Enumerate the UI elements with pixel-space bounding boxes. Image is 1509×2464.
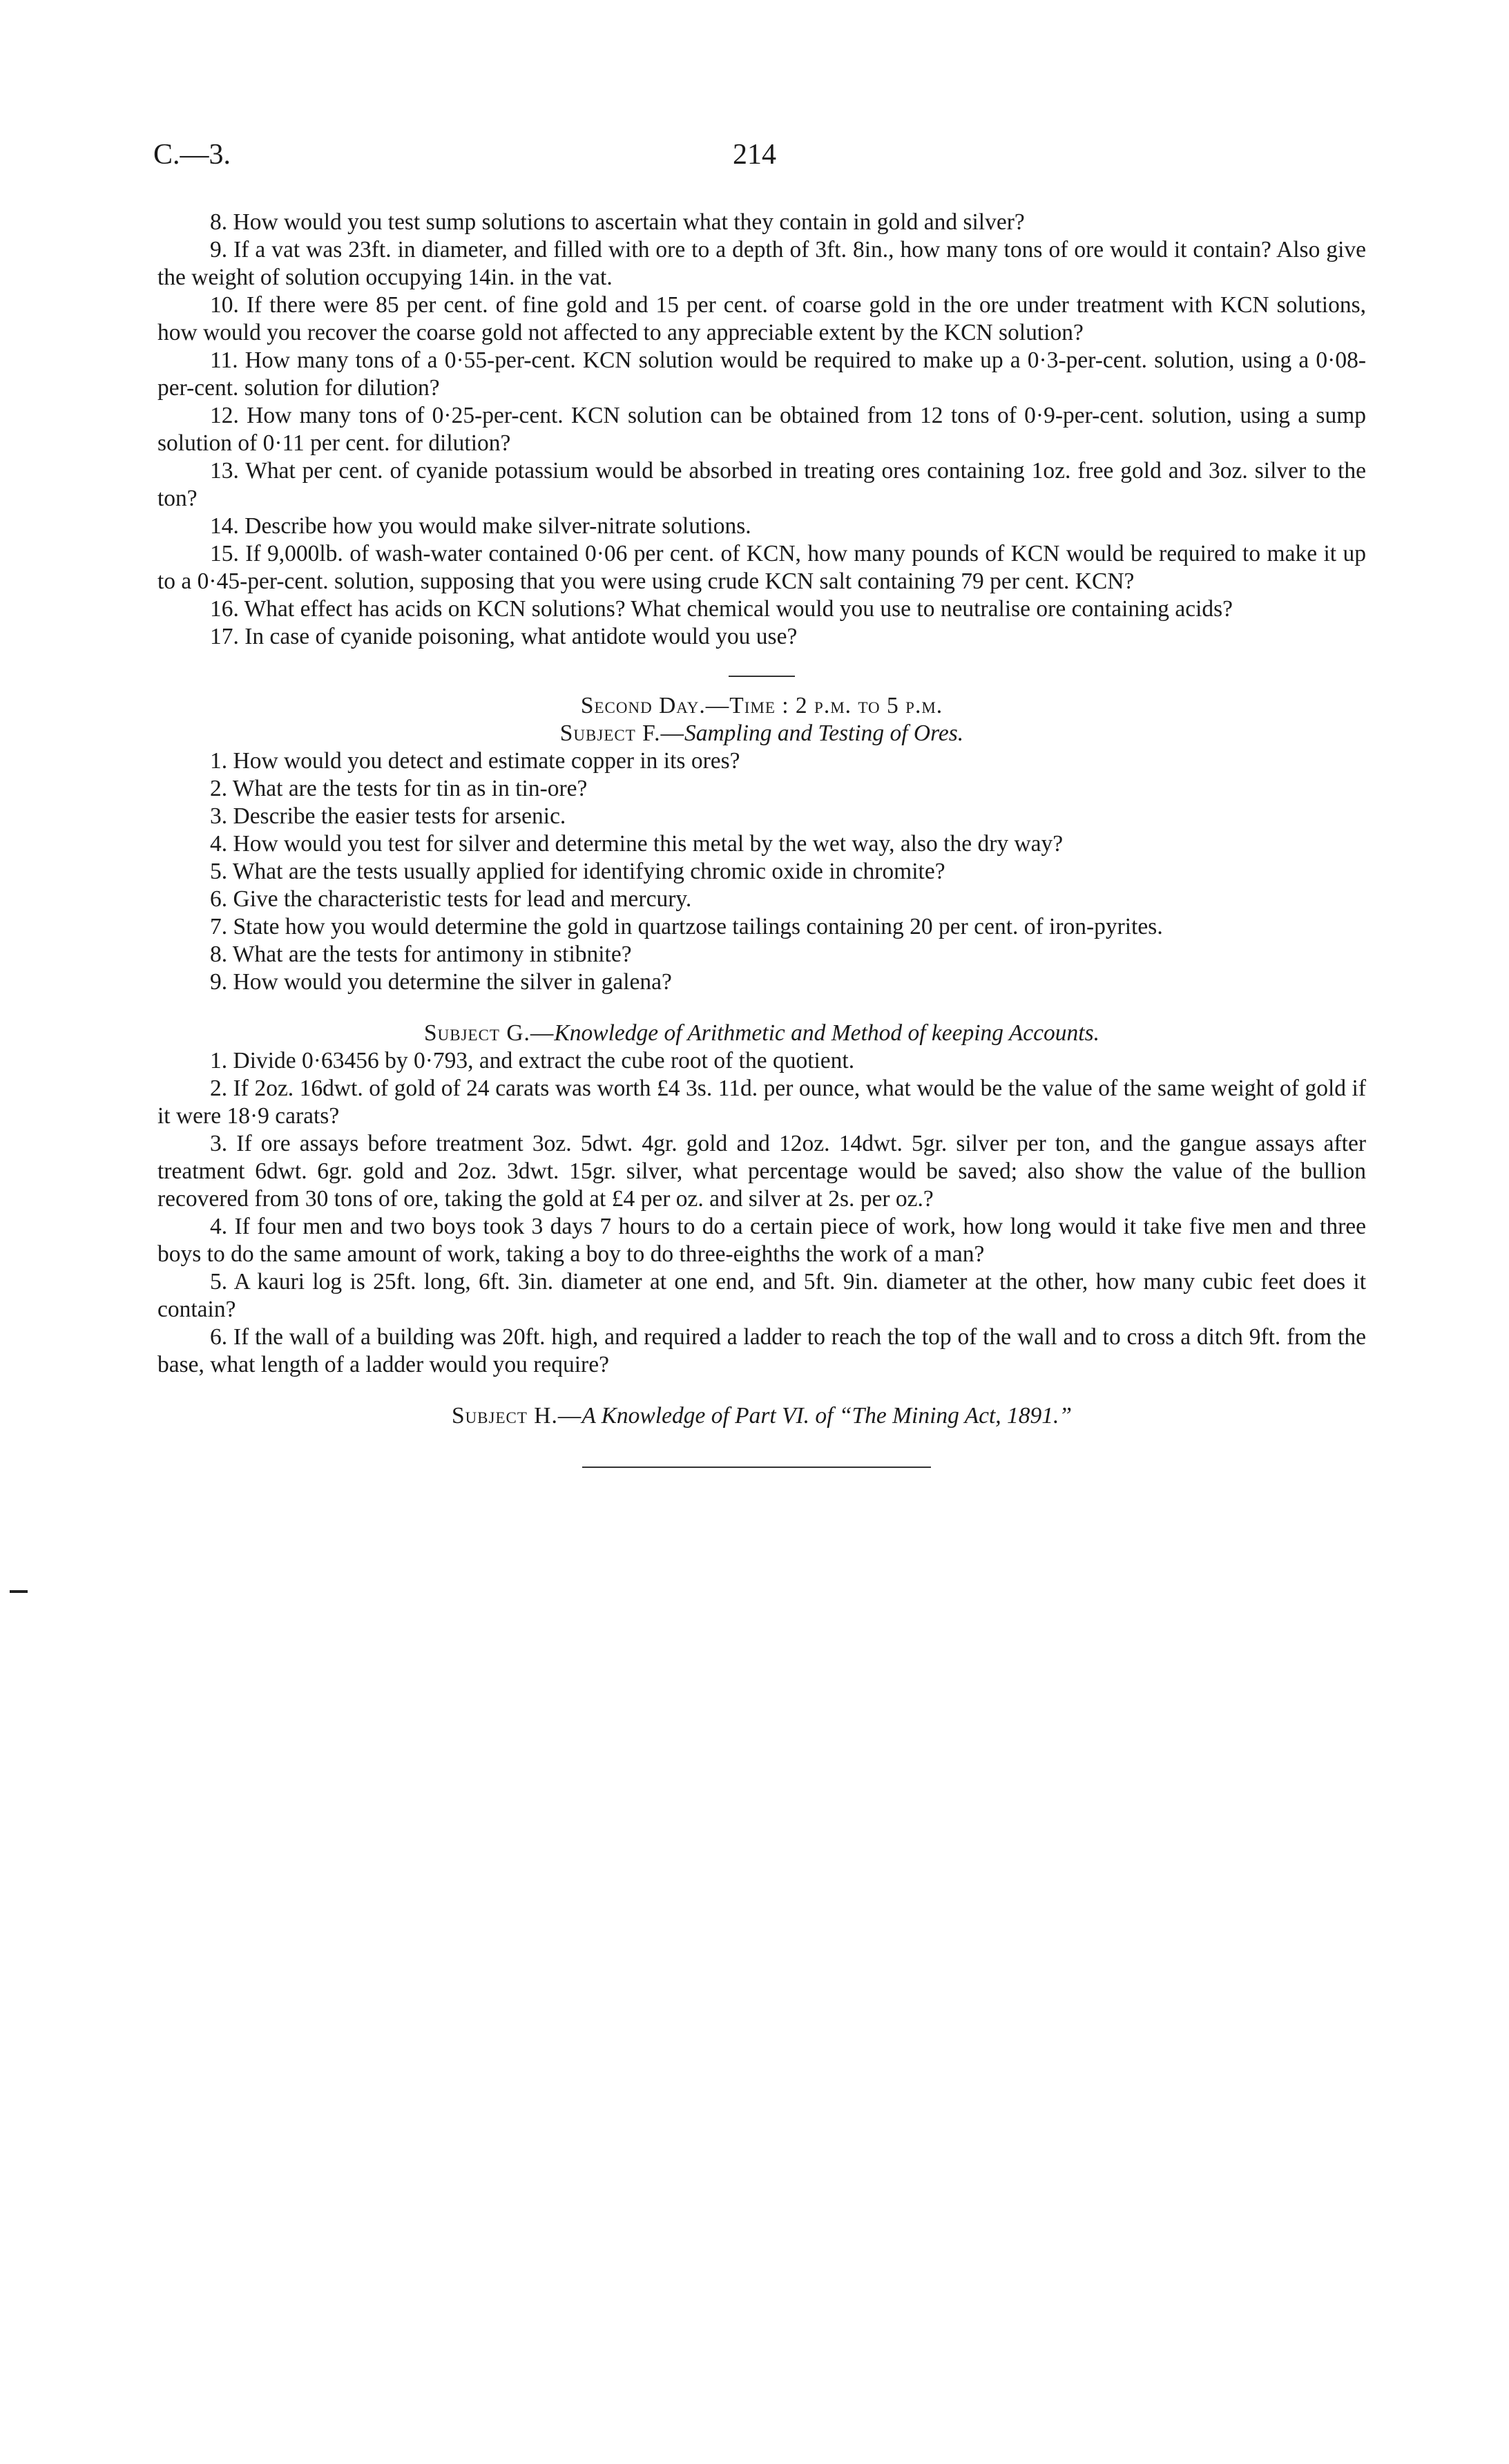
spacer — [157, 1379, 1366, 1402]
second-day-heading: Second Day.—Time : 2 p.m. to 5 p.m. — [580, 693, 943, 718]
question-item: 17. In case of cyanide poisoning, what antidote would you use? — [210, 624, 798, 649]
question-item: 12. How many tons of 0·25-per-cent. KCN solution can be obtained from 12 tons of 0·9-per-cent. solution, using a sump solution of 0·11 per cent. for dilution? — [157, 403, 1366, 456]
subject-h-prefix: Subject H.— — [451, 1403, 582, 1429]
question-item: 5. What are the tests usually applied for identifying chromic oxide in chromite? — [210, 859, 945, 884]
question-item: 15. If 9,000lb. of wash-water contained 0·06 per cent. of KCN, how many pounds of KCN would be required to make it up to a 0·45-per-cent. solution, supposing that you were using crude KCN salt containing 79 per cent. KCN? — [157, 541, 1366, 594]
question-item: 16. What effect has acids on KCN solutions? What chemical would you use to neutralise ore containing acids? — [210, 596, 1233, 622]
question-item: 1. Divide 0·63456 by 0·793, and extract the cube root of the quotient. — [210, 1048, 855, 1073]
subject-g-title: Knowledge of Arithmetic and Method of keeping Accounts. — [554, 1020, 1099, 1046]
question-item: 2. What are the tests for tin as in tin-ore? — [210, 776, 588, 801]
question-item: 3. If ore assays before treatment 3oz. 5dwt. 4gr. gold and 12oz. 14dwt. 5gr. silver per ton, and the gangue assays after treatment 6dwt. 6gr. gold and 2oz. 3dwt. 15gr. silver, what percentage would be saved; also show the value of the bullion recovered from 30 tons of ore, taking the gold at £4 per oz. and silver at 2s. per oz.? — [157, 1131, 1366, 1212]
question-item: 4. How would you test for silver and determine this metal by the wet way, also the dry way? — [210, 831, 1064, 857]
question-item: 2. If 2oz. 16dwt. of gold of 24 carats was worth £4 3s. 11d. per ounce, what would be the value of the same weight of gold if it were 18·9 carats? — [157, 1076, 1366, 1129]
question-item: 9. If a vat was 23ft. in diameter, and filled with ore to a depth of 3ft. 8in., how many tons of ore would it contain? Also give the weight of solution occupying 14in. in the vat. — [157, 237, 1366, 290]
subject-f-prefix: Subject F.— — [559, 720, 684, 746]
question-item: 6. Give the characteristic tests for lead and mercury. — [210, 886, 692, 912]
question-item: 6. If the wall of a building was 20ft. high, and required a ladder to reach the top of the wall and to cross a ditch 9ft. from the base, what length of a ladder would you require? — [157, 1324, 1366, 1377]
question-item: 1. How would you detect and estimate copper in its ores? — [210, 748, 740, 774]
question-item: 5. A kauri log is 25ft. long, 6ft. 3in. diameter at one end, and 5ft. 9in. diameter at the other, how many cubic feet does it contain? — [157, 1269, 1366, 1322]
subject-f-questions — [157, 747, 1366, 996]
subject-g-questions — [157, 1047, 1366, 1379]
question-item: 8. How would you test sump solutions to ascertain what they contain in gold and silver? — [210, 209, 1025, 235]
subject-h-heading — [157, 1402, 1366, 1430]
question-item: 8. What are the tests for antimony in stibnite? — [210, 942, 632, 967]
subject-f-heading — [157, 720, 1366, 747]
end-rule — [582, 1467, 931, 1468]
page-number: 214 — [733, 139, 776, 171]
question-list-part1 — [157, 209, 1366, 651]
question-item: 13. What per cent. of cyanide potassium would be absorbed in treating ores containing 1oz. free gold and 3oz. silver to the ton? — [157, 458, 1366, 511]
page-body — [157, 209, 1366, 1430]
subject-g-heading — [157, 1020, 1366, 1047]
question-item: 14. Describe how you would make silver-nitrate solutions. — [210, 513, 751, 539]
question-item: 7. State how you would determine the gold in quartzose tailings containing 20 per cent. of iron-pyrites. — [210, 914, 1163, 939]
subject-g-prefix: Subject G.— — [423, 1020, 555, 1046]
subject-f-title: Sampling and Testing of Ores. — [684, 720, 964, 746]
question-item: 10. If there were 85 per cent. of fine gold and 15 per cent. of coarse gold in the ore under treatment with KCN solutions, how would you recover the coarse gold not affected to any appreciable extent by the KCN solution? — [157, 292, 1366, 345]
question-item: 4. If four men and two boys took 3 days 7 hours to do a certain piece of work, how long would it take five men and three boys to do the same amount of work, taking a boy to do three-eighths the work of a man? — [157, 1214, 1366, 1267]
spacer — [157, 996, 1366, 1020]
question-item: 11. How many tons of a 0·55-per-cent. KCN solution would be required to make up a 0·3-per-cent. solution, using a 0·08-per-cent. solution for dilution? — [157, 347, 1366, 401]
margin-mark — [10, 1590, 28, 1593]
subject-h-title: A Knowledge of Part VI. of “The Mining Act, 1891.” — [582, 1403, 1073, 1429]
section-divider — [729, 676, 795, 677]
page-header — [0, 138, 1509, 180]
paper-reference: C.—3. — [153, 139, 231, 171]
question-item: 9. How would you determine the silver in galena? — [210, 969, 672, 995]
question-item: 3. Describe the easier tests for arsenic. — [210, 803, 566, 829]
